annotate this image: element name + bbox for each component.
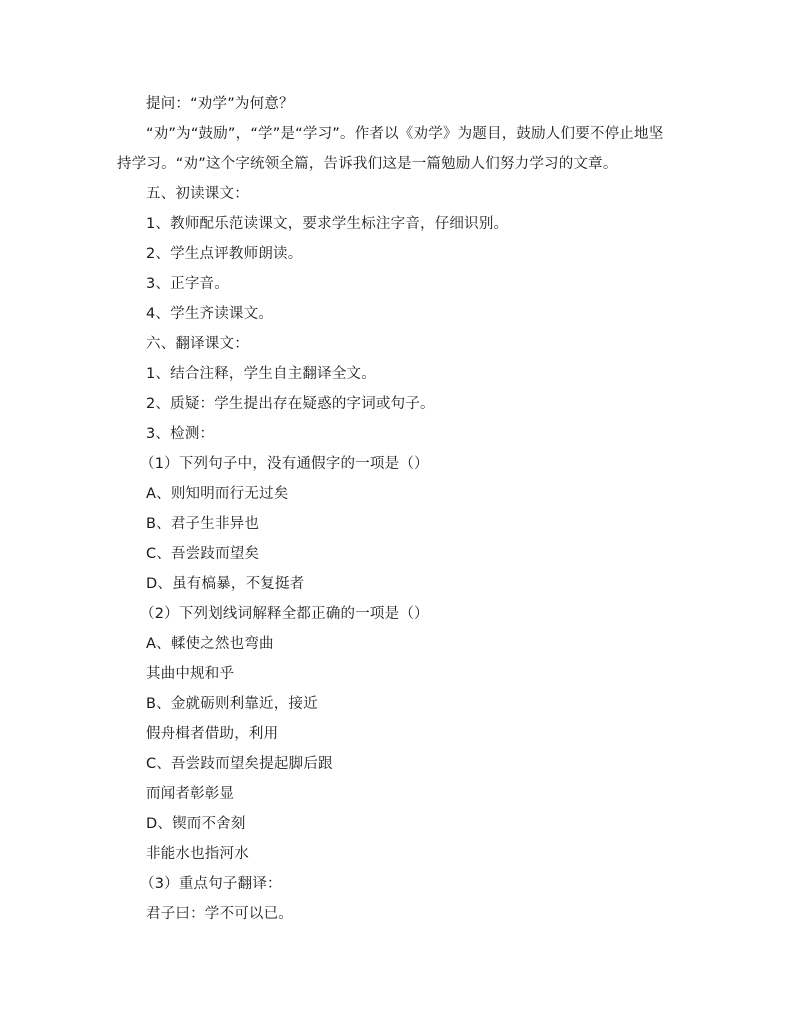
list-item: 3、正字音。	[146, 276, 229, 292]
quiz-option: B、君子生非异也	[146, 516, 260, 532]
question-line: 提问：“劝学”为何意？	[146, 96, 294, 112]
section-heading-6: 六、翻译课文：	[146, 336, 249, 352]
quiz-option-continuation: 非能水也指河水	[146, 846, 249, 862]
quiz-option: A、则知明而行无过矣	[146, 486, 289, 502]
quiz-option-continuation: 假舟楫者借助，利用	[146, 726, 279, 742]
translation-sentence: 君子曰：学不可以已。	[146, 906, 293, 922]
quiz-question-1: （1）下列句子中，没有通假字的一项是（）	[140, 456, 429, 472]
quiz-option: A、輮使之然也弯曲	[146, 636, 274, 652]
list-item: 2、质疑：学生提出存在疑惑的字词或句子。	[146, 396, 435, 412]
answer-line-1: “劝”为“鼓励”，“学”是“学习”。作者以《劝学》为题目，鼓励人们要不停止地坚	[146, 126, 664, 142]
quiz-question-3: （3）重点句子翻译：	[140, 876, 282, 892]
list-item: 1、教师配乐范读课文，要求学生标注字音，仔细识别。	[146, 216, 509, 232]
quiz-option-continuation: 而闻者彰彰显	[146, 786, 235, 802]
quiz-option: D、锲而不舍刻	[146, 816, 246, 832]
quiz-option: B、金就砺则利靠近，接近	[146, 696, 318, 712]
list-item: 4、学生齐读课文。	[146, 306, 274, 322]
answer-line-2: 持学习。“劝”这个字统领全篇，告诉我们这是一篇勉励人们努力学习的文章。	[117, 156, 618, 172]
list-item: 3、检测：	[146, 426, 215, 442]
quiz-option: C、吾尝跂而望矣提起脚后跟	[146, 756, 333, 772]
quiz-option: C、吾尝跂而望矣	[146, 546, 260, 562]
list-item: 2、学生点评教师朗读。	[146, 246, 303, 262]
quiz-option-continuation: 其曲中规和乎	[146, 666, 235, 682]
quiz-question-2: （2）下列划线词解释全都正确的一项是（）	[140, 606, 429, 622]
section-heading-5: 五、初读课文：	[146, 186, 249, 202]
quiz-option: D、虽有槁暴，不复挺者	[146, 576, 305, 592]
list-item: 1、结合注释，学生自主翻译全文。	[146, 366, 376, 382]
